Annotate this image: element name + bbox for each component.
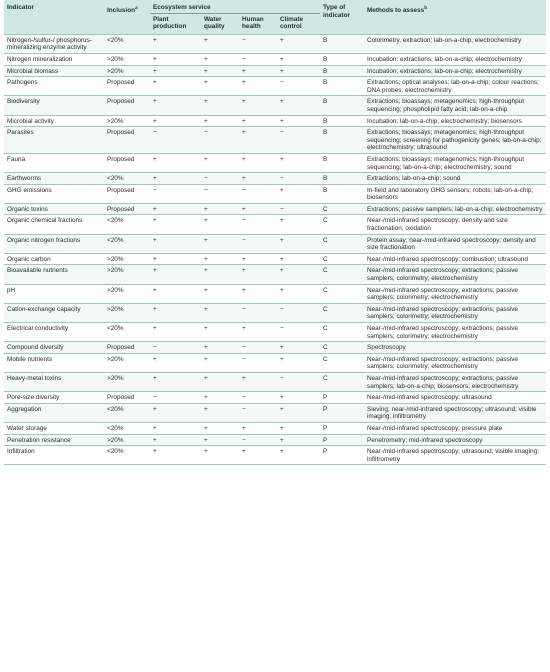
cell-inclusion: >20% (104, 53, 150, 65)
cell-water-quality: + (201, 284, 239, 303)
cell-water-quality: + (201, 303, 239, 322)
cell-type: P (320, 434, 364, 446)
cell-type: P (320, 392, 364, 404)
cell-indicator: Compound diversity (4, 342, 104, 354)
cell-inclusion: <20% (104, 173, 150, 185)
cell-type: C (320, 372, 364, 391)
cell-methods: Near-/mid-infrared spectroscopy; extractions; passive samplers; colorimetry; electrochemistry (364, 284, 546, 303)
cell-indicator: Earthworms (4, 173, 104, 185)
cell-inclusion: <20% (104, 446, 150, 465)
cell-methods: Incubation; lab-on-a-chip; electrochemistry; biosensors (364, 115, 546, 127)
table-row (4, 392, 546, 404)
cell-methods: Near-/mid-infrared spectroscopy; ultrasound (364, 392, 546, 404)
cell-plant-production: + (150, 284, 201, 303)
cell-plant-production: + (150, 422, 201, 434)
cell-type: B (320, 184, 364, 203)
cell-type: C (320, 303, 364, 322)
table-row (4, 323, 546, 342)
cell-climate-control: + (277, 115, 320, 127)
cell-indicator: Fauna (4, 153, 104, 172)
cell-climate-control: − (277, 372, 320, 391)
cell-plant-production: + (150, 115, 201, 127)
cell-climate-control: + (277, 446, 320, 465)
cell-plant-production: − (150, 127, 201, 154)
cell-methods: In-field and laboratory GHG sensors; robots; lab-on-a-chip; biosensors (364, 184, 546, 203)
table-row (4, 153, 546, 172)
cell-type: B (320, 153, 364, 172)
cell-inclusion: Proposed (104, 96, 150, 115)
cell-human-health: + (239, 446, 277, 465)
cell-methods: Near-/mid-infrared spectroscopy; extractions; passive samplers; lab-on-a-chip; biosensors; electrochemistry (364, 372, 546, 391)
table-row (4, 53, 546, 65)
cell-type: C (320, 203, 364, 215)
cell-water-quality: + (201, 96, 239, 115)
cell-water-quality: + (201, 372, 239, 391)
cell-inclusion: <20% (104, 34, 150, 53)
cell-type: C (320, 215, 364, 234)
cell-climate-control: + (277, 215, 320, 234)
cell-methods: Extractions; bioassays; metagenomics; high-throughput sequencing; lab-on-a-chip; electrochemistry; sound (364, 153, 546, 172)
cell-plant-production: + (150, 353, 201, 372)
table-row (4, 303, 546, 322)
cell-methods: Colorimetry, extraction; lab-on-a-chip; electrochemistry (364, 34, 546, 53)
cell-methods: Extractions; bioassays; metagenomics; high-throughput sequencing; phospholipid fatty acid; lab-on-a-chip (364, 96, 546, 115)
cell-type: B (320, 53, 364, 65)
cell-inclusion: >20% (104, 434, 150, 446)
cell-type: C (320, 234, 364, 253)
header-ecosystem-service: Ecosystem service (150, 0, 320, 13)
cell-climate-control: + (277, 53, 320, 65)
cell-human-health: − (239, 434, 277, 446)
cell-indicator: Parasites (4, 127, 104, 154)
cell-inclusion: Proposed (104, 184, 150, 203)
cell-water-quality: + (201, 446, 239, 465)
cell-indicator: Bioavailable nutrients (4, 265, 104, 284)
cell-human-health: − (239, 53, 277, 65)
cell-plant-production: + (150, 215, 201, 234)
table-row (4, 265, 546, 284)
table-row (4, 422, 546, 434)
cell-climate-control: − (277, 303, 320, 322)
cell-methods: Near-/mid-infrared spectroscopy; extractions; passive samplers; colorimetry; electrochemistry (364, 353, 546, 372)
cell-indicator: Organic chemical fractions (4, 215, 104, 234)
cell-type: B (320, 173, 364, 185)
cell-inclusion: >20% (104, 115, 150, 127)
cell-inclusion: Proposed (104, 127, 150, 154)
table-row (4, 115, 546, 127)
cell-plant-production: + (150, 96, 201, 115)
cell-type: C (320, 353, 364, 372)
cell-indicator: Cation-exchange capacity (4, 303, 104, 322)
cell-inclusion: >20% (104, 265, 150, 284)
table-row (4, 184, 546, 203)
cell-human-health: − (239, 403, 277, 422)
cell-indicator: Pathogens (4, 77, 104, 96)
table-row (4, 353, 546, 372)
cell-plant-production: + (150, 403, 201, 422)
cell-indicator: Organic toxins (4, 203, 104, 215)
header-human-health: Human health (239, 13, 277, 34)
cell-inclusion: >20% (104, 253, 150, 265)
table-row (4, 127, 546, 154)
cell-water-quality: + (201, 65, 239, 77)
cell-methods: Extractions; bioassays; metagenomics; high-throughput sequencing; screening for pathogenicity genes; lab-on-a-chip; electrochemistry; ultrasound (364, 127, 546, 154)
cell-human-health: + (239, 96, 277, 115)
cell-inclusion: <20% (104, 215, 150, 234)
cell-human-health: + (239, 77, 277, 96)
cell-climate-control: − (277, 323, 320, 342)
cell-type: B (320, 65, 364, 77)
cell-water-quality: + (201, 77, 239, 96)
cell-human-health: − (239, 184, 277, 203)
header-methods: Methods to assess$^b$ (364, 0, 546, 34)
table-row (4, 234, 546, 253)
cell-climate-control: − (277, 173, 320, 185)
cell-inclusion: Proposed (104, 203, 150, 215)
cell-climate-control: + (277, 184, 320, 203)
cell-water-quality: + (201, 353, 239, 372)
cell-human-health: + (239, 115, 277, 127)
cell-methods: Near-/mid-infrared spectroscopy; combustion; ultrasound (364, 253, 546, 265)
cell-indicator: Pore-size diversity (4, 392, 104, 404)
cell-human-health: − (239, 215, 277, 234)
cell-inclusion: Proposed (104, 342, 150, 354)
cell-plant-production: + (150, 372, 201, 391)
cell-plant-production: + (150, 265, 201, 284)
cell-water-quality: + (201, 153, 239, 172)
header-indicator: Indicator (4, 0, 104, 34)
cell-inclusion: >20% (104, 284, 150, 303)
cell-human-health: − (239, 342, 277, 354)
cell-plant-production: + (150, 65, 201, 77)
cell-human-health: + (239, 127, 277, 154)
cell-climate-control: + (277, 65, 320, 77)
cell-methods: Extractions; optical analyses; lab-on-a-chip; colour reactions; DNA probes; electrochemistry (364, 77, 546, 96)
table-row (4, 215, 546, 234)
header-type-of-indicator: Type of indicator (320, 0, 364, 34)
table-row (4, 96, 546, 115)
cell-inclusion: <20% (104, 403, 150, 422)
cell-type: C (320, 253, 364, 265)
cell-plant-production: + (150, 173, 201, 185)
cell-plant-production: − (150, 342, 201, 354)
cell-indicator: Heavy-metal toxins (4, 372, 104, 391)
cell-water-quality: + (201, 203, 239, 215)
cell-climate-control: − (277, 127, 320, 154)
cell-water-quality: + (201, 323, 239, 342)
cell-plant-production: + (150, 234, 201, 253)
cell-climate-control: + (277, 96, 320, 115)
cell-methods: Incubation; extractions; lab-on-a-chip; electrochemistry (364, 53, 546, 65)
cell-methods: Spectroscopy (364, 342, 546, 354)
cell-water-quality: + (201, 115, 239, 127)
table-row (4, 253, 546, 265)
cell-type: C (320, 342, 364, 354)
cell-indicator: Water storage (4, 422, 104, 434)
cell-human-health: + (239, 323, 277, 342)
cell-methods: Near-/mid-infrared spectroscopy; density and size fractionation; oxidation (364, 215, 546, 234)
table-row (4, 342, 546, 354)
cell-methods: Sieving; near-/mid-infrared spectroscopy; ultrasound; visible imaging; infiltrometry (364, 403, 546, 422)
cell-methods: Penetrometry; mid-infrared spectroscopy (364, 434, 546, 446)
cell-human-health: − (239, 353, 277, 372)
indicator-table (4, 0, 546, 465)
cell-human-health: − (239, 34, 277, 53)
cell-human-health: + (239, 422, 277, 434)
cell-climate-control: + (277, 353, 320, 372)
cell-type: B (320, 77, 364, 96)
footnote-marker-b: b (424, 5, 427, 10)
cell-climate-control: + (277, 422, 320, 434)
cell-climate-control: − (277, 77, 320, 96)
cell-type: C (320, 284, 364, 303)
cell-plant-production: + (150, 153, 201, 172)
cell-plant-production: + (150, 434, 201, 446)
cell-indicator: Electrical conductivity (4, 323, 104, 342)
cell-indicator: Infiltration (4, 446, 104, 465)
cell-human-health: − (239, 392, 277, 404)
cell-water-quality: + (201, 265, 239, 284)
cell-water-quality: + (201, 215, 239, 234)
cell-plant-production: + (150, 253, 201, 265)
cell-inclusion: >20% (104, 65, 150, 77)
cell-water-quality: + (201, 342, 239, 354)
cell-inclusion: Proposed (104, 77, 150, 96)
table-row (4, 34, 546, 53)
cell-water-quality: + (201, 392, 239, 404)
cell-methods: Near-/mid-infrared spectroscopy; pressure plate (364, 422, 546, 434)
table-row (4, 173, 546, 185)
cell-indicator: Microbial biomass (4, 65, 104, 77)
cell-human-health: + (239, 372, 277, 391)
cell-human-health: + (239, 65, 277, 77)
cell-inclusion: >20% (104, 353, 150, 372)
cell-water-quality: + (201, 34, 239, 53)
table-header (4, 0, 546, 34)
cell-plant-production: + (150, 303, 201, 322)
header-climate-control: Climate control (277, 13, 320, 34)
cell-climate-control: + (277, 342, 320, 354)
cell-methods: Near-/mid-infrared spectroscopy; extractions; passive samplers; colorimetry; electrochemistry (364, 303, 546, 322)
cell-type: C (320, 323, 364, 342)
cell-water-quality: − (201, 184, 239, 203)
cell-inclusion: >20% (104, 303, 150, 322)
table-row (4, 203, 546, 215)
cell-type: B (320, 34, 364, 53)
table-row (4, 372, 546, 391)
cell-water-quality: + (201, 53, 239, 65)
table-row (4, 65, 546, 77)
cell-plant-production: + (150, 53, 201, 65)
cell-plant-production: + (150, 203, 201, 215)
cell-climate-control: + (277, 284, 320, 303)
cell-plant-production: − (150, 184, 201, 203)
cell-indicator: Organic nitrogen fractions (4, 234, 104, 253)
table-row (4, 77, 546, 96)
cell-plant-production: + (150, 34, 201, 53)
cell-indicator: pH (4, 284, 104, 303)
cell-inclusion: Proposed (104, 392, 150, 404)
cell-human-health: + (239, 203, 277, 215)
cell-type: P (320, 422, 364, 434)
cell-indicator: Nitrogen mineralization (4, 53, 104, 65)
cell-climate-control: + (277, 392, 320, 404)
cell-type: B (320, 115, 364, 127)
cell-climate-control: + (277, 403, 320, 422)
cell-indicator: Aggregation (4, 403, 104, 422)
cell-methods: Near-/mid-infrared spectroscopy; ultrasound; visible imaging; infiltrometry (364, 446, 546, 465)
cell-inclusion: <20% (104, 234, 150, 253)
cell-human-health: − (239, 234, 277, 253)
cell-type: B (320, 127, 364, 154)
cell-plant-production: + (150, 446, 201, 465)
cell-water-quality: + (201, 234, 239, 253)
cell-climate-control: + (277, 153, 320, 172)
cell-human-health: − (239, 303, 277, 322)
cell-indicator: Microbial activity (4, 115, 104, 127)
cell-inclusion: <20% (104, 323, 150, 342)
cell-type: C (320, 265, 364, 284)
cell-methods: Near-/mid-infrared spectroscopy; extractions; passive samplers; colorimetry; electrochemistry (364, 323, 546, 342)
cell-water-quality: + (201, 434, 239, 446)
cell-climate-control: + (277, 265, 320, 284)
footnote-marker-a: a (135, 5, 138, 10)
cell-climate-control: + (277, 34, 320, 53)
cell-indicator: Biodiversity (4, 96, 104, 115)
cell-inclusion: Proposed (104, 153, 150, 172)
cell-human-health: + (239, 265, 277, 284)
cell-indicator: Penetration resistance (4, 434, 104, 446)
header-water-quality: Water quality (201, 13, 239, 34)
table-body (4, 34, 546, 465)
cell-inclusion: <20% (104, 422, 150, 434)
cell-indicator: GHG emissions (4, 184, 104, 203)
cell-plant-production: + (150, 77, 201, 96)
cell-water-quality: − (201, 127, 239, 154)
cell-methods: Near-/mid-infrared spectroscopy; extractions; passive samplers; colorimetry; electrochemistry (364, 265, 546, 284)
table-row (4, 446, 546, 465)
cell-climate-control: + (277, 253, 320, 265)
cell-climate-control: − (277, 203, 320, 215)
cell-indicator: Organic carbon (4, 253, 104, 265)
cell-water-quality: + (201, 422, 239, 434)
cell-methods: Extractions; lab-on-a-chip; sound (364, 173, 546, 185)
cell-methods: Incubation; extractions; lab-on-a-chip; electrochemistry (364, 65, 546, 77)
cell-methods: Extractions; passive samplers; lab-on-a-chip; electrochemistry (364, 203, 546, 215)
cell-human-health: + (239, 153, 277, 172)
cell-type: B (320, 96, 364, 115)
cell-water-quality: + (201, 403, 239, 422)
cell-water-quality: − (201, 173, 239, 185)
header-plant-production: Plant production (150, 13, 201, 34)
cell-human-health: + (239, 253, 277, 265)
table-row (4, 284, 546, 303)
cell-methods: Protein assay; near-/mid-infrared spectroscopy; density and size fractionation (364, 234, 546, 253)
cell-climate-control: + (277, 434, 320, 446)
header-inclusion: Inclusion$^a$ (104, 0, 150, 34)
cell-inclusion: >20% (104, 372, 150, 391)
cell-plant-production: − (150, 392, 201, 404)
cell-climate-control: + (277, 234, 320, 253)
cell-plant-production: + (150, 323, 201, 342)
cell-type: P (320, 446, 364, 465)
cell-human-health: + (239, 284, 277, 303)
table-row (4, 403, 546, 422)
cell-human-health: + (239, 173, 277, 185)
cell-type: P (320, 403, 364, 422)
cell-indicator: Mobile nutrients (4, 353, 104, 372)
cell-water-quality: + (201, 253, 239, 265)
cell-indicator: Nitrogen-/sulfur-/ phosphorus-mineralizing enzyme activity (4, 34, 104, 53)
table-row (4, 434, 546, 446)
